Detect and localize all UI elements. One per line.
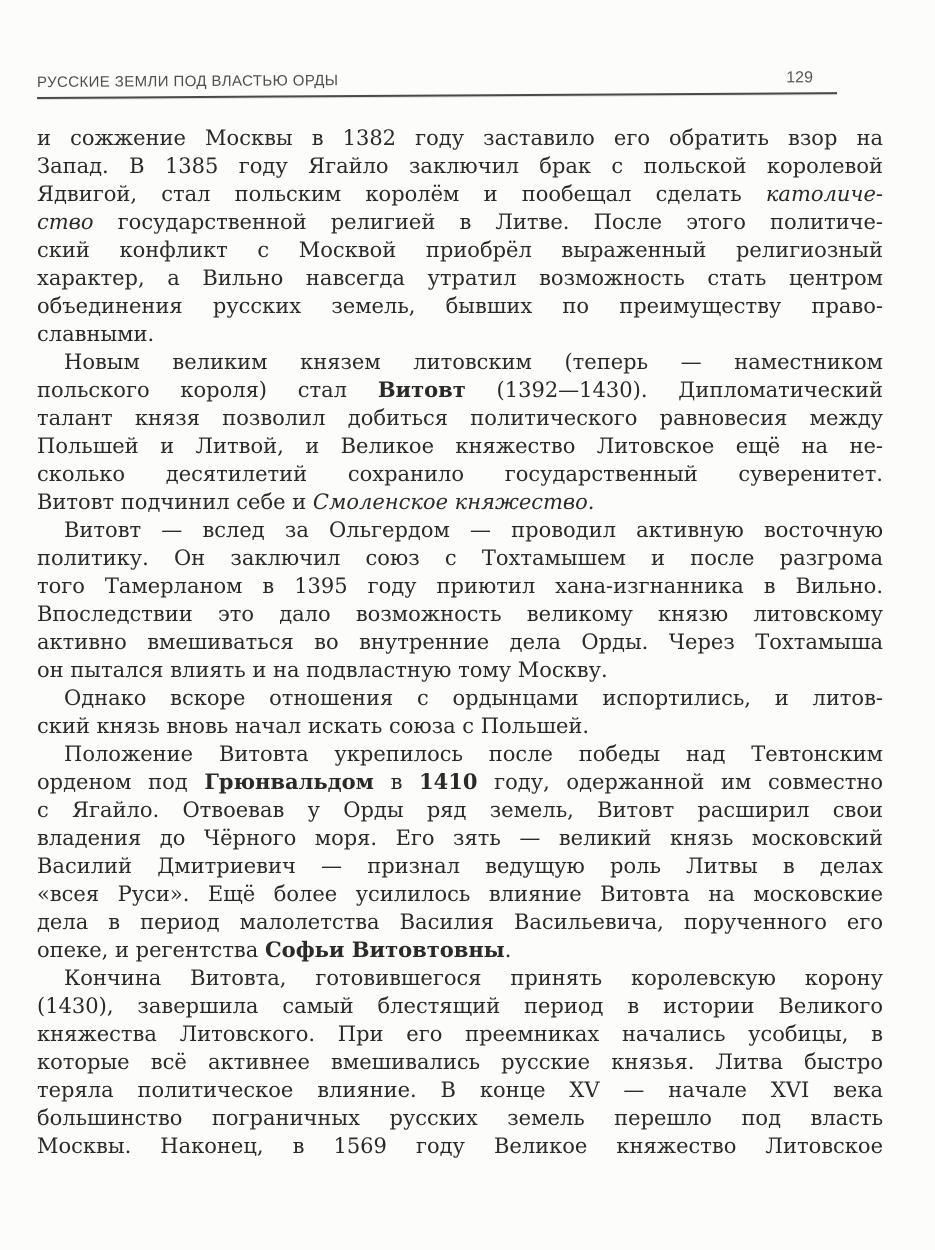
plain-text: орденом под xyxy=(37,770,205,794)
plain-text: дела в период малолетства Василия Васильевича, порученного его xyxy=(37,910,883,934)
paragraph xyxy=(37,348,883,516)
plain-text: Кончина Витовта, готовившегося принять королевскую корону xyxy=(64,966,883,990)
plain-text: ский конфликт с Москвой приобрёл выраженный религиозный xyxy=(37,238,883,262)
plain-text: Новым великим князем литовским (теперь — наместником xyxy=(64,350,883,374)
text-line xyxy=(37,516,883,544)
text-line xyxy=(37,572,883,600)
bold-text: Грюнвальдом xyxy=(204,769,374,794)
plain-text: государственной религией в Литве. После этого политиче- xyxy=(93,210,883,234)
plain-text: большинство пограничных русских земель перешло под власть xyxy=(37,1106,883,1130)
text-line xyxy=(37,740,883,768)
plain-text: Витовт подчинил себе и xyxy=(37,490,313,514)
bold-text: Витовт xyxy=(377,377,466,402)
plain-text: «всея Руси». Ещё более усилилось влияние Витовта на московские xyxy=(37,882,883,906)
plain-text: с Ягайло. Отвоевав у Орды ряд земель, Витовт расширил свои xyxy=(37,798,883,822)
text-line xyxy=(37,712,883,740)
plain-text: опеке, и регентства xyxy=(37,938,265,962)
text-line xyxy=(37,908,883,936)
text-line xyxy=(37,1104,883,1132)
text-line xyxy=(37,404,883,432)
plain-text: княжества Литовского. При его преемниках начались усобицы, в xyxy=(37,1022,883,1046)
text-line xyxy=(37,292,883,320)
paragraph xyxy=(37,516,883,684)
text-line xyxy=(37,656,883,684)
text-line xyxy=(37,152,883,180)
text-line xyxy=(37,1020,883,1048)
plain-text: он пытался влиять и на подвластную тому Москву. xyxy=(37,658,608,682)
paragraph xyxy=(37,740,883,964)
text-line xyxy=(37,796,883,824)
plain-text: политику. Он заключил союз с Тохтамышем и после разгрома xyxy=(37,546,883,570)
text-line xyxy=(37,992,883,1020)
plain-text: талант князя позволил добиться политического равновесия между xyxy=(37,406,883,430)
text-line xyxy=(37,1132,883,1160)
text-line xyxy=(37,544,883,572)
text-line xyxy=(37,264,883,292)
plain-text: ский князь вновь начал искать союза с Польшей. xyxy=(37,714,590,738)
running-head xyxy=(37,69,837,99)
plain-text: (1430), завершила самый блестящий период в истории Великого xyxy=(37,994,883,1018)
paragraph xyxy=(37,124,883,348)
text-line xyxy=(37,964,883,992)
text-line xyxy=(37,1048,883,1076)
text-line xyxy=(37,880,883,908)
header-rule xyxy=(37,92,837,99)
text-line xyxy=(37,376,883,404)
plain-text: Запад. В 1385 году Ягайло заключил брак с польской королевой xyxy=(37,154,883,178)
paragraph xyxy=(37,964,883,1160)
plain-text: характер, а Вильно навсегда утратил возможность стать центром xyxy=(37,266,883,290)
plain-text: Василий Дмитриевич — признал ведущую роль Литвы в делах xyxy=(37,854,883,878)
text-line xyxy=(37,628,883,656)
text-line xyxy=(37,1076,883,1104)
text-line xyxy=(37,600,883,628)
text-line xyxy=(37,348,883,376)
plain-text: владения до Чёрного моря. Его зять — великий князь московский xyxy=(37,826,883,850)
text-line xyxy=(37,124,883,152)
plain-text: теряла политическое влияние. В конце XV — начале XVI века xyxy=(37,1078,883,1102)
italic-text: католиче- xyxy=(765,182,883,206)
text-line xyxy=(37,432,883,460)
plain-text: . xyxy=(504,938,512,962)
bold-text: 1410 xyxy=(419,769,478,794)
plain-text: Москвы. Наконец, в 1569 году Великое княжество Литовское xyxy=(37,1134,883,1158)
page-number: 129 xyxy=(786,69,814,87)
plain-text: Ядвигой, стал польским королём и пообещал сделать xyxy=(37,182,766,206)
italic-text: ство xyxy=(37,210,94,234)
plain-text: Однако вскоре отношения с ордынцами испортились, и литов- xyxy=(64,686,883,710)
text-line xyxy=(37,768,883,796)
plain-text: сколько десятилетий сохранило государственный суверенитет. xyxy=(37,462,883,486)
text-line xyxy=(37,320,883,348)
plain-text: того Тамерланом в 1395 году приютил хана-изгнанника в Вильно. xyxy=(37,574,883,598)
plain-text: и сожжение Москвы в 1382 году заставило его обратить взор на xyxy=(37,126,883,150)
plain-text: которые всё активнее вмешивались русские князья. Литва быстро xyxy=(37,1050,883,1074)
plain-text: славными. xyxy=(37,322,155,346)
plain-text: в xyxy=(373,770,420,794)
text-line xyxy=(37,208,883,236)
text-line xyxy=(37,824,883,852)
text-line xyxy=(37,936,883,964)
bold-text: Софьи Витовтовны xyxy=(264,937,505,962)
body-text xyxy=(37,124,883,1160)
plain-text: Положение Витовта укрепилось после победы над Тевтонским xyxy=(64,742,883,766)
plain-text: объединения русских земель, бывших по преимуществу право- xyxy=(37,294,883,318)
plain-text: Витовт — вслед за Ольгердом — проводил активную восточную xyxy=(64,518,883,542)
text-line xyxy=(37,852,883,880)
running-head-title: РУССКИЕ ЗЕМЛИ ПОД ВЛАСТЬЮ ОРДЫ xyxy=(36,72,339,91)
plain-text: активно вмешиваться во внутренние дела Орды. Через Тохтамыша xyxy=(37,630,883,654)
plain-text: Впоследствии это дало возможность великому князю литовскому xyxy=(37,602,883,626)
plain-text: польского короля) стал xyxy=(37,378,378,402)
paragraph xyxy=(37,684,883,740)
text-line xyxy=(37,460,883,488)
italic-text: Смоленское княжество. xyxy=(312,490,595,514)
text-line xyxy=(37,236,883,264)
plain-text: Польшей и Литвой, и Великое княжество Литовское ещё на не- xyxy=(37,434,883,458)
text-line xyxy=(37,180,883,208)
plain-text: году, одержанной им совместно xyxy=(477,770,883,794)
text-line xyxy=(37,684,883,712)
plain-text: (1392—1430). Дипломатический xyxy=(465,378,883,402)
text-line xyxy=(37,488,883,516)
